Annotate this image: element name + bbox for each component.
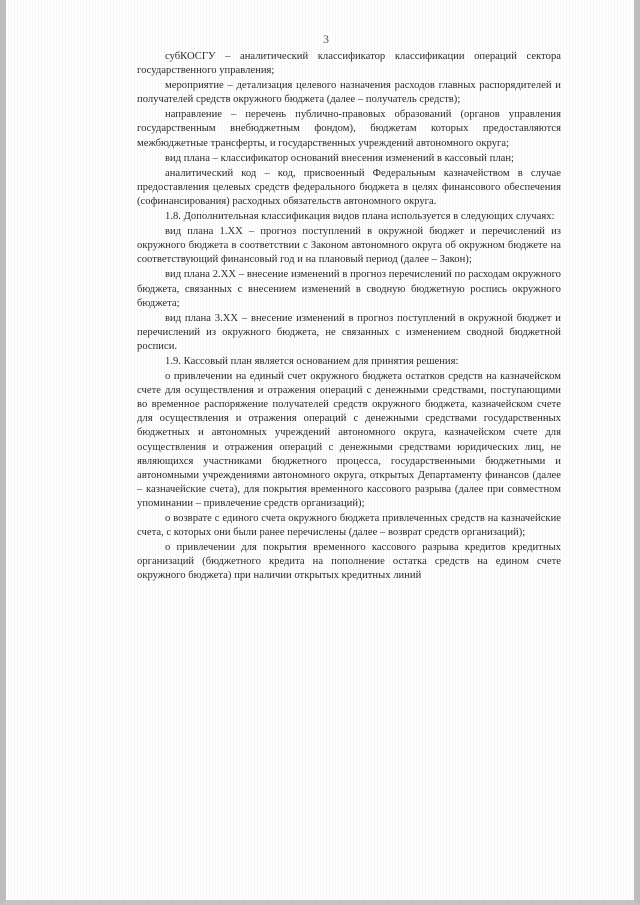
paragraph-meropriyatie: мероприятие – детализация целевого назначения расходов главных распорядителей и получателей средств окружного бюджета (далее – получатель средств); (137, 80, 561, 106)
paragraph-analytic-code: аналитический код – код, присвоенный Федеральным казначейством в случае предоставления целевых средств федерального бюджета в целях финансового обеспечения (софинансирования) расходных обязательств автономного округа. (137, 167, 561, 207)
paragraph-1-9: 1.9. Кассовый план является основанием для принятия решения: (165, 355, 459, 367)
paragraph-vid-plana: вид плана – классификатор оснований внесения изменений в кассовый план; (165, 152, 515, 164)
paragraph-plan-3xx: вид плана 3.XX – внесение изменений в прогноз поступлений в окружной бюджет и перечислений из окружного бюджета, не связанных с изменением сводной бюджетной росписи. (137, 312, 561, 352)
paragraph-vozvrat-sredstv: о возврате с единого счета окружного бюджета привлеченных средств на казначейские счета, с которых они были ранее перечислены (далее – возврат средств организаций); (137, 513, 561, 539)
paragraph-privlechenie-kreditov: о привлечении для покрытия временного кассового разрыва кредитов кредитных организаций (бюджетного кредита на пополнение остатка средств на едином счете окружного бюджета) при наличии открытых кредитных линий (137, 542, 561, 582)
paragraph-subkosgu: субКОСГУ – аналитический классификатор классификации операций сектора государственного управления; (137, 51, 561, 77)
paragraph-1-8: 1.8. Дополнительная классификация видов плана используется в следующих случаях: (165, 211, 555, 223)
paragraph-plan-1xx: вид плана 1.XX – прогноз поступлений в окружной бюджет и перечислений из окружного бюджета в соответствии с Законом автономного округа об окружном бюджете на соответствующий финансовый год и на плановый период (далее – Закон); (137, 226, 561, 266)
paragraph-napravlenie: направление – перечень публично-правовых образований (органов управления государственным внебюджетным фондом), бюджетам которых предоставляются межбюджетные трансферты, и государственных учреждений автономного округа; (137, 109, 561, 149)
paragraph-privlechenie-sredstv: о привлечении на единый счет окружного бюджета остатков средств на казначейском счете для осуществления и отражения операций с денежными средствами, поступающими во временное распоряжение получателей средств окружного бюджета, казначейском счете для осуществления и отражения операций с денежными средствами государственных бюджетных и автономных учреждений автономного округа, казначейском счете для осуществления и отражения операций с денежными средствами юридических лиц, не являющихся участниками бюджетного процесса, государственными бюджетными и автономными учреждениями автономного округа, открытых Департаменту финансов (далее – казначейские счета), для покрытия временного кассового разрыва (далее при совместном упоминании – привлечение средств организаций); (137, 371, 561, 509)
page-number: 3 (323, 32, 329, 46)
document-body (137, 50, 561, 583)
paragraph-plan-2xx: вид плана 2.XX – внесение изменений в прогноз перечислений по расходам окружного бюджета, связанных с внесением изменений в сводную бюджетную роспись окружного бюджета; (137, 269, 561, 309)
